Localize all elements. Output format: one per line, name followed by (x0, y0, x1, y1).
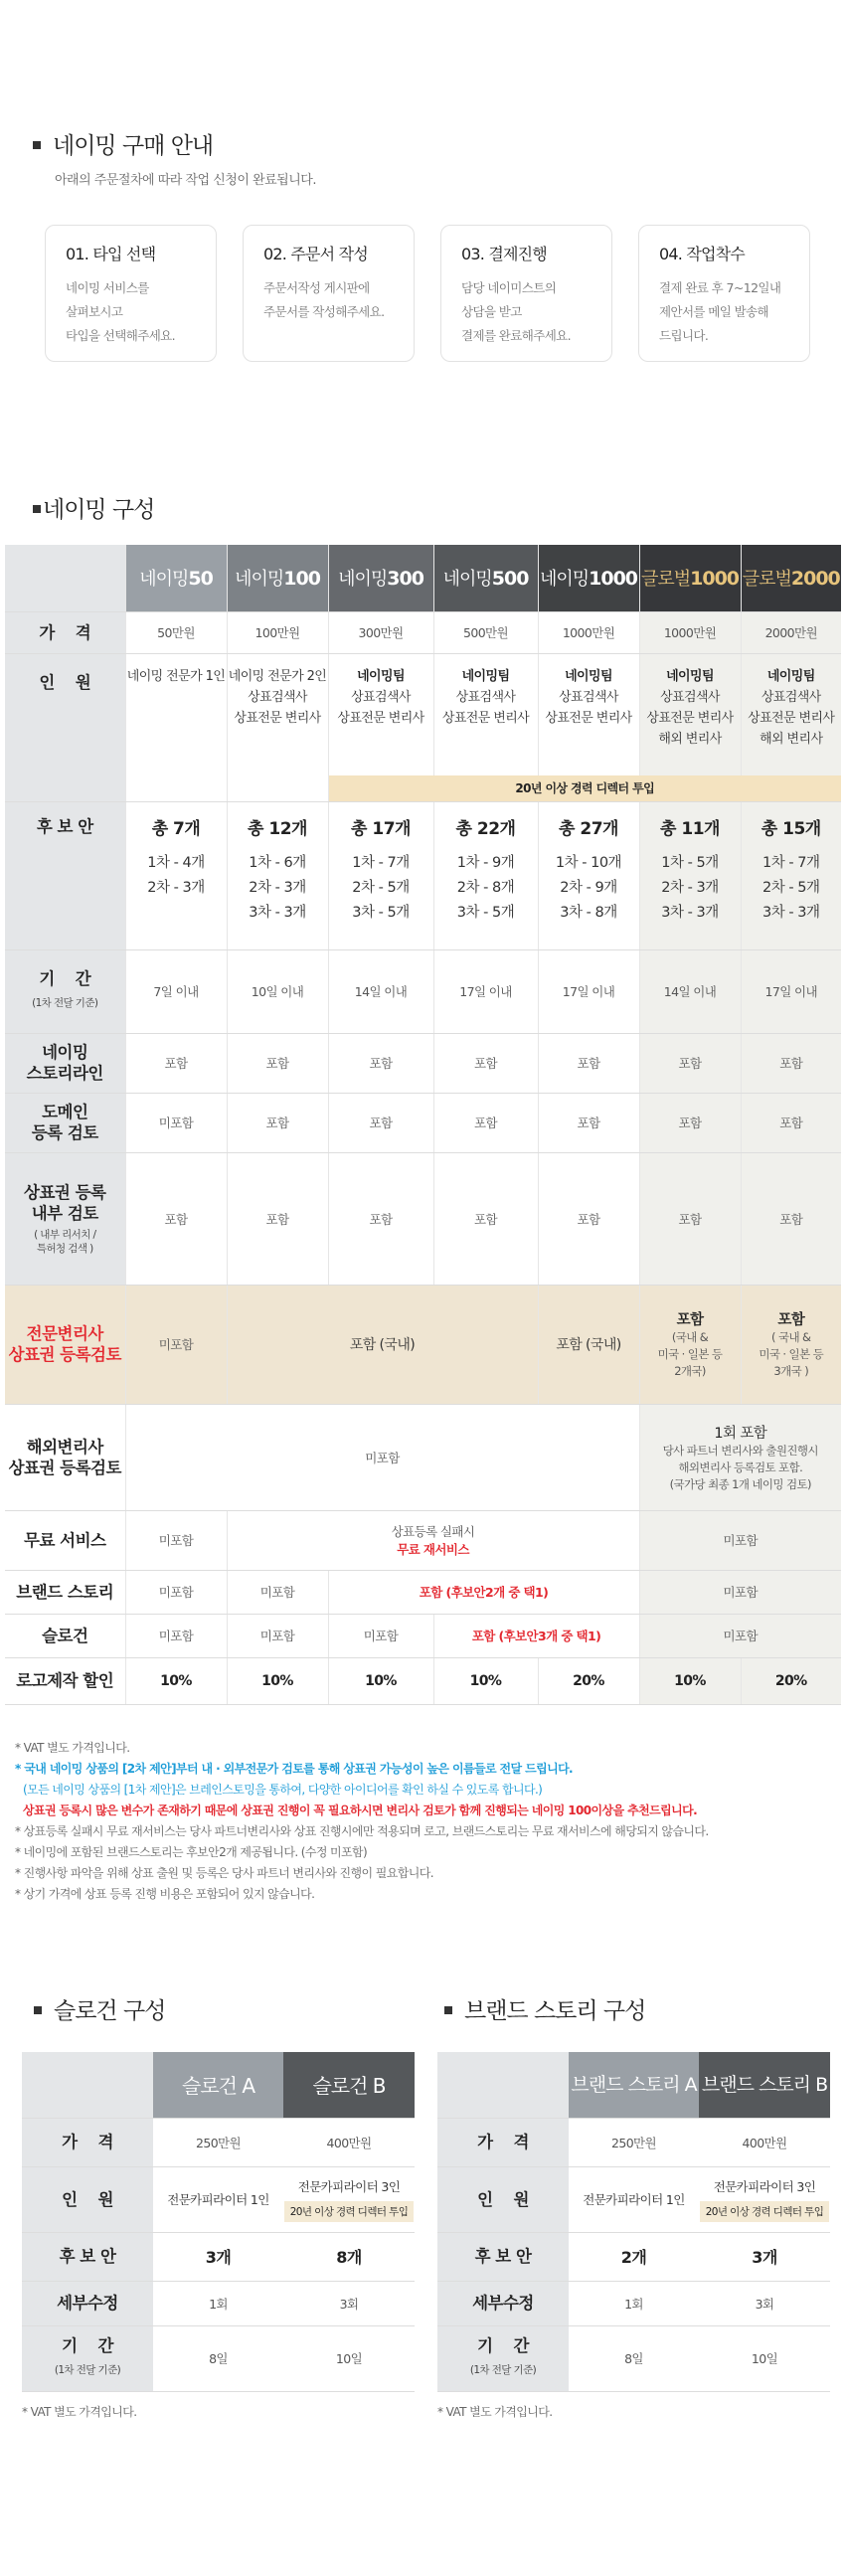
internal-cell: 포함 (433, 1152, 538, 1285)
staff-cell: 네이밍팀 상표검색사 상표전문 변리사 해외 변리사 (741, 653, 841, 775)
row-label-revisions: 세부수정 (22, 2281, 153, 2325)
plan-header-6: 글로벌1000 (639, 545, 741, 611)
note: * 네이밍에 포함된 브랜드스토리는 후보안2개 제공됩니다. (수정 미포함) (15, 1845, 368, 1859)
price-cell: 300만원 (328, 611, 433, 653)
step-title: 03. 결제진행 (461, 245, 547, 263)
step-card-3 (440, 225, 612, 362)
expert-cell: 포함 (국내) (227, 1285, 538, 1404)
internal-cell: 포함 (328, 1152, 433, 1285)
period-cell: 17일 이내 (538, 949, 639, 1033)
naming-title: 네이밍 구성 (33, 491, 154, 524)
storyline-cell: 포함 (227, 1033, 328, 1093)
naming-table (5, 545, 841, 1705)
storyline-cell: 포함 (433, 1033, 538, 1093)
brandstory-cell: 포함 (후보안2개 중 택1) (328, 1570, 639, 1614)
period-cell: 8일 (153, 2325, 283, 2391)
plan-header-3: 네이밍300 (328, 545, 433, 611)
plan-header-7: 글로벌2000 (741, 545, 841, 611)
slogan-vat-note: * VAT 별도 가격입니다. (22, 2405, 137, 2419)
director-tag: 20년 이상 경력 디렉터 투입 (700, 2201, 830, 2222)
header-corner (5, 545, 125, 611)
step-desc: 네이밍 서비스를 살펴보시고 타입을 선택해주세요. (66, 280, 176, 343)
staff-cell: 전문카피라이터 1인 (569, 2166, 699, 2232)
storyline-cell: 포함 (741, 1033, 841, 1093)
price-cell: 1000만원 (538, 611, 639, 653)
row-label-period: 기 간 (1차 전달 기준) (5, 949, 125, 1033)
note: 상표권 등록시 많은 변수가 존재하기 때문에 상표권 진행이 꼭 필요하시면 변리사 검토가 함께 진행되는 네이밍 100이상을 추천드립니다. (23, 1803, 698, 1817)
note: * 상기 가격에 상표 등록 진행 비용은 포함되어 있지 않습니다. (15, 1887, 315, 1901)
logo-cell: 10% (125, 1657, 227, 1704)
period-cell: 14일 이내 (639, 949, 741, 1033)
revision-cell: 1회 (153, 2281, 283, 2325)
note: * 진행사항 파악을 위해 상표 출원 및 등록은 당사 파트너 변리사와 진행이 필요합니다. (15, 1866, 433, 1880)
staff-cell: 네이밍팀 상표검색사 상표전문 변리사 (538, 653, 639, 775)
proposal-cell: 8개 (283, 2232, 415, 2281)
logo-cell: 10% (639, 1657, 741, 1704)
proposal-cell: 총 12개 1차 - 6개 2차 - 3개 3차 - 3개 (227, 801, 328, 949)
notes (15, 1738, 709, 1905)
step-title: 01. 타입 선택 (66, 245, 156, 263)
domain-cell: 포함 (741, 1093, 841, 1152)
row-label-staff: 인 원 (5, 653, 125, 801)
price-cell: 2000만원 (741, 611, 841, 653)
row-label-free: 무료 서비스 (5, 1510, 125, 1570)
slogan-header-a: 슬로건 A (153, 2052, 283, 2118)
row-label-internal: 상표권 등록 내부 검토 ( 내부 리서치 / 특허청 검색 ) (5, 1152, 125, 1285)
domain-cell: 포함 (328, 1093, 433, 1152)
row-label-revisions: 세부수정 (437, 2281, 569, 2325)
free-cell: 상표등록 실패시 무료 재서비스 (227, 1510, 639, 1570)
slogan-cell: 미포함 (125, 1614, 227, 1657)
period-cell: 14일 이내 (328, 949, 433, 1033)
row-label-expert: 전문변리사 상표권 등록검토 (5, 1285, 125, 1404)
price-cell: 250만원 (153, 2118, 283, 2166)
proposal-cell: 3개 (153, 2232, 283, 2281)
logo-cell: 10% (227, 1657, 328, 1704)
brand-section-title: 브랜드 스토리 구성 (444, 1992, 645, 2025)
staff-cell: 전문카피라이터 3인 20년 이상 경력 디렉터 투입 (699, 2166, 830, 2232)
logo-cell: 10% (328, 1657, 433, 1704)
internal-cell: 포함 (741, 1152, 841, 1285)
proposal-cell: 총 11개 1차 - 5개 2차 - 3개 3차 - 3개 (639, 801, 741, 949)
internal-cell: 포함 (125, 1152, 227, 1285)
row-label-price: 가 격 (22, 2118, 153, 2166)
note: * VAT 별도 가격입니다. (15, 1741, 130, 1755)
domain-cell: 포함 (227, 1093, 328, 1152)
row-label-price: 가 격 (437, 2118, 569, 2166)
proposal-cell: 3개 (699, 2232, 830, 2281)
free-cell: 미포함 (639, 1510, 841, 1570)
director-tag: 20년 이상 경력 디렉터 투입 (284, 2201, 415, 2222)
revision-cell: 1회 (569, 2281, 699, 2325)
overseas-cell: 미포함 (125, 1404, 639, 1510)
price-cell: 400만원 (699, 2118, 830, 2166)
staff-cell: 네이밍 전문가 1인 (125, 653, 227, 801)
proposal-cell: 총 27개 1차 - 10개 2차 - 9개 3차 - 8개 (538, 801, 639, 949)
row-label-logo: 로고제작 할인 (5, 1657, 125, 1704)
row-label-proposals: 후 보 안 (437, 2232, 569, 2281)
row-label-proposals: 후 보 안 (5, 801, 125, 949)
step-desc: 주문서작성 게시판에 주문서를 작성해주세요. (263, 280, 385, 319)
expert-cell: 포함 (국내 & 미국 · 일본 등 2개국) (639, 1285, 741, 1404)
staff-cell: 전문카피라이터 3인 20년 이상 경력 디렉터 투입 (283, 2166, 415, 2232)
expert-cell: 포함 ( 국내 & 미국 · 일본 등 3개국 ) (741, 1285, 841, 1404)
staff-cell: 네이밍팀 상표검색사 상표전문 변리사 해외 변리사 (639, 653, 741, 775)
step-desc: 담당 네이미스트의 상담을 받고 결제를 완료해주세요. (461, 280, 572, 343)
storyline-cell: 포함 (639, 1033, 741, 1093)
brand-table (437, 2052, 830, 2392)
staff-cell: 전문카피라이터 1인 (153, 2166, 283, 2232)
row-label-overseas: 해외변리사 상표권 등록검토 (5, 1404, 125, 1510)
row-label-storyline: 네이밍 스토리라인 (5, 1033, 125, 1093)
revision-cell: 3회 (699, 2281, 830, 2325)
period-cell: 17일 이내 (433, 949, 538, 1033)
step-card-2 (243, 225, 415, 362)
row-label-domain: 도메인 등록 검토 (5, 1093, 125, 1152)
staff-cell: 네이밍 전문가 2인 상표검색사 상표전문 변리사 (227, 653, 328, 801)
step-title: 04. 작업착수 (659, 245, 745, 263)
brand-vat-note: * VAT 별도 가격입니다. (437, 2405, 553, 2419)
note: * 상표등록 실패시 무료 재서비스는 당사 파트너변리사와 상표 진행시에만 적용되며 로고, 브랜드스토리는 무료 재서비스에 해당되지 않습니다. (15, 1824, 709, 1838)
slogan-cell: 포함 (후보안3개 중 택1) (433, 1614, 639, 1657)
step-card-1 (45, 225, 217, 362)
domain-cell: 포함 (433, 1093, 538, 1152)
plan-header-4: 네이밍500 (433, 545, 538, 611)
brand-header-a: 브랜드 스토리 A (569, 2052, 699, 2118)
logo-cell: 20% (741, 1657, 841, 1704)
storyline-cell: 포함 (125, 1033, 227, 1093)
note: (모든 네이밍 상품의 [1차 제안]은 브레인스토밍을 통하여, 다양한 아이디어를 확인 하실 수 있도록 합니다.) (23, 1783, 543, 1797)
slogan-table (22, 2052, 415, 2392)
storyline-cell: 포함 (538, 1033, 639, 1093)
domain-cell: 포함 (639, 1093, 741, 1152)
header-corner (22, 2052, 153, 2118)
slogan-cell: 미포함 (639, 1614, 841, 1657)
brand-header-b: 브랜드 스토리 B (699, 2052, 830, 2118)
header-corner (437, 2052, 569, 2118)
period-cell: 10일 (283, 2325, 415, 2391)
proposal-cell: 2개 (569, 2232, 699, 2281)
step-title: 02. 주문서 작성 (263, 245, 368, 263)
slogan-cell: 미포함 (328, 1614, 433, 1657)
price-cell: 500만원 (433, 611, 538, 653)
brandstory-cell: 미포함 (227, 1570, 328, 1614)
internal-cell: 포함 (639, 1152, 741, 1285)
proposal-cell: 총 7개 1차 - 4개 2차 - 3개 (125, 801, 227, 949)
period-cell: 17일 이내 (741, 949, 841, 1033)
row-label-price: 가 격 (5, 611, 125, 653)
brandstory-cell: 미포함 (125, 1570, 227, 1614)
staff-cell: 네이밍팀 상표검색사 상표전문 변리사 (433, 653, 538, 775)
plan-header-1: 네이밍50 (125, 545, 227, 611)
note: * 국내 네이밍 상품의 [2차 제안]부터 내 · 외부전문가 검토를 통해 상표권 가능성이 높은 이름들로 전달 드립니다. (15, 1762, 574, 1776)
row-label-staff: 인 원 (437, 2166, 569, 2232)
staff-cell: 네이밍팀 상표검색사 상표전문 변리사 (328, 653, 433, 775)
logo-cell: 20% (538, 1657, 639, 1704)
revision-cell: 3회 (283, 2281, 415, 2325)
period-cell: 7일 이내 (125, 949, 227, 1033)
step-desc: 결제 완료 후 7~12일내 제안서를 메일 발송해 드립니다. (659, 280, 781, 343)
proposal-cell: 총 22개 1차 - 9개 2차 - 8개 3차 - 5개 (433, 801, 538, 949)
proposal-cell: 총 17개 1차 - 7개 2차 - 5개 3차 - 5개 (328, 801, 433, 949)
price-cell: 50만원 (125, 611, 227, 653)
plan-header-2: 네이밍100 (227, 545, 328, 611)
internal-cell: 포함 (227, 1152, 328, 1285)
expert-cell: 미포함 (125, 1285, 227, 1404)
storyline-cell: 포함 (328, 1033, 433, 1093)
price-cell: 100만원 (227, 611, 328, 653)
internal-cell: 포함 (538, 1152, 639, 1285)
free-cell: 미포함 (125, 1510, 227, 1570)
guide-title: 네이밍 구매 안내 (33, 127, 213, 160)
price-cell: 400만원 (283, 2118, 415, 2166)
slogan-section-title: 슬로건 구성 (34, 1992, 165, 2025)
domain-cell: 포함 (538, 1093, 639, 1152)
proposal-cell: 총 15개 1차 - 7개 2차 - 5개 3차 - 3개 (741, 801, 841, 949)
row-label-staff: 인 원 (22, 2166, 153, 2232)
brandstory-cell: 미포함 (639, 1570, 841, 1614)
guide-subtitle: 아래의 주문절차에 따라 작업 신청이 완료됩니다. (55, 173, 316, 188)
row-label-period: 기 간 (1차 전달 기준) (437, 2325, 569, 2391)
row-label-proposals: 후 보 안 (22, 2232, 153, 2281)
step-card-4 (638, 225, 810, 362)
slogan-cell: 미포함 (227, 1614, 328, 1657)
row-label-slogan: 슬로건 (5, 1614, 125, 1657)
expert-cell: 포함 (국내) (538, 1285, 639, 1404)
period-cell: 10일 (699, 2325, 830, 2391)
period-cell: 10일 이내 (227, 949, 328, 1033)
plan-header-5: 네이밍1000 (538, 545, 639, 611)
row-label-period: 기 간 (1차 전달 기준) (22, 2325, 153, 2391)
row-label-brandstory: 브랜드 스토리 (5, 1570, 125, 1614)
period-cell: 8일 (569, 2325, 699, 2391)
director-banner: 20년 이상 경력 디렉터 투입 (328, 775, 841, 801)
logo-cell: 10% (433, 1657, 538, 1704)
price-cell: 250만원 (569, 2118, 699, 2166)
price-cell: 1000만원 (639, 611, 741, 653)
overseas-cell: 1회 포함 당사 파트너 변리사와 출원진행시 해외변리사 등록검토 포함. (국가당 최종 1개 네이밍 검토) (639, 1404, 841, 1510)
domain-cell: 미포함 (125, 1093, 227, 1152)
slogan-header-b: 슬로건 B (283, 2052, 415, 2118)
